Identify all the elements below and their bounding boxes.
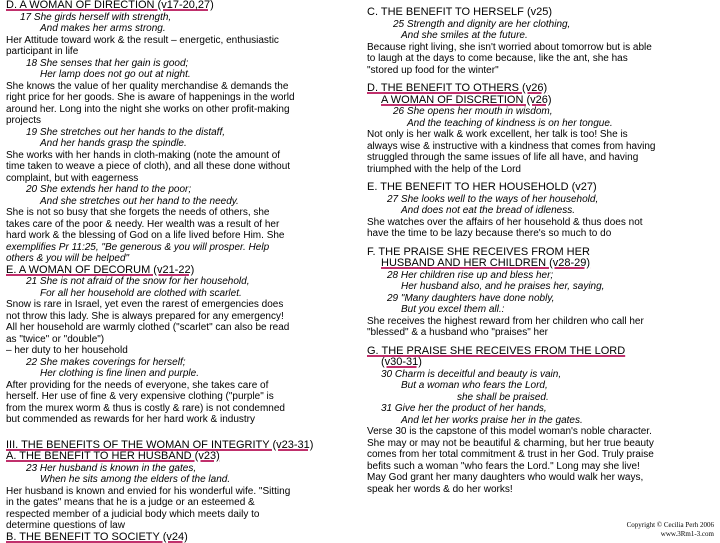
commentary-line: but commended as rewards for her hard work & industry	[6, 414, 356, 426]
verse-line: And her hands grasp the spindle.	[6, 138, 356, 150]
verse-line: And the teaching of kindness is on her tongue.	[367, 118, 717, 130]
commentary-line: as "twice" or "double")	[6, 334, 356, 346]
commentary-line: others & you will be helped"	[6, 253, 356, 265]
verse-line: And makes her arms strong.	[6, 23, 356, 35]
section-heading-herself: C. THE BENEFIT TO HERSELF (v25)	[367, 7, 717, 19]
verse-line: When he sits among the elders of the land.	[6, 474, 356, 486]
commentary-line: not throw this lady. She is always prepared for any emergency!	[6, 311, 356, 323]
commentary-line: Not only is her walk & work excellent, her talk is too! She is	[367, 129, 717, 141]
commentary-line: in the gates" means that he is a judge or an esteemed &	[6, 497, 356, 509]
commentary-line: She is not so busy that she forgets the needs of others, she	[6, 207, 356, 219]
verse-line: 28 Her children rise up and bless her;	[367, 270, 717, 282]
commentary-line: "blessed" & a husband who "praises" her	[367, 327, 717, 339]
commentary-line: She knows the value of her quality merchandise & demands the	[6, 81, 356, 93]
commentary-line: takes care of the poor & needy. Her wealth was a result of her	[6, 219, 356, 231]
section-heading-praise-lord-cont: (v30-31)	[367, 357, 717, 369]
commentary-line: hard work & the blessing of God on a life lived before Him. She	[6, 230, 356, 242]
commentary-line: right price for her goods. She is aware of happenings in the world	[6, 92, 356, 104]
verse-line: 25 Strength and dignity are her clothing,	[367, 19, 717, 31]
commentary-line: She may or may not be beautiful & charming, but her true beauty	[367, 438, 717, 450]
commentary-line: Snow is rare in Israel, yet even the rarest of emergencies does	[6, 299, 356, 311]
section-heading-husband: A. THE BENEFIT TO HER HUSBAND (v23)	[6, 451, 356, 463]
copyright-website: www.3Rm1-3.com	[627, 530, 714, 539]
verse-line: And let her works praise her in the gates.	[367, 415, 717, 427]
part-heading-benefits: III. THE BENEFITS OF THE WOMAN OF INTEGRITY (v23-31)	[6, 440, 356, 452]
commentary-line: Verse 30 is the capstone of this model woman's noble character.	[367, 426, 717, 438]
section-heading-society: B. THE BENEFIT TO SOCIETY (v24)	[6, 532, 356, 543]
commentary-line: respected member of a judicial body which meets daily to	[6, 509, 356, 521]
commentary-line: All her household are warmly clothed ("scarlet" can also be read	[6, 322, 356, 334]
verse-line: 17 She girds herself with strength,	[6, 12, 356, 24]
verse-line: 30 Charm is deceitful and beauty is vain,	[367, 369, 717, 381]
commentary-line: time taken to weave a piece of cloth), and all these done without	[6, 161, 356, 173]
commentary-line: from the murex worm & thus is costly & rare) is not condemned	[6, 403, 356, 415]
commentary-line: participant in life	[6, 46, 356, 58]
section-subheading-discretion: A WOMAN OF DISCRETION (v26)	[367, 95, 717, 107]
commentary-line: determine questions of law	[6, 520, 356, 532]
verse-line: she shall be praised.	[367, 392, 717, 404]
left-column	[6, 0, 356, 543]
verse-line: 22 She makes coverings for herself;	[6, 357, 356, 369]
section-heading-praise-family-cont: HUSBAND AND HER CHILDREN (v28-29)	[367, 258, 717, 270]
verse-line: But you excel them all.:	[367, 304, 717, 316]
commentary-line: She watches over the affairs of her household & thus does not	[367, 217, 717, 229]
commentary-line: herself. Her use of fine & very expensive clothing ("purple" is	[6, 391, 356, 403]
verse-line: 31 Give her the product of her hands,	[367, 403, 717, 415]
commentary-line: Because right living, she isn't worried about tomorrow but is able	[367, 42, 717, 54]
commentary-line: to laugh at the days to come because, like the ant, she has	[367, 53, 717, 65]
commentary-line: struggled through the same issues of life all have, and having	[367, 152, 717, 164]
verse-line: 26 She opens her mouth in wisdom,	[367, 106, 717, 118]
commentary-line: Her husband is known and envied for his wonderful wife. "Sitting	[6, 486, 356, 498]
verse-line: 20 She extends her hand to the poor;	[6, 184, 356, 196]
section-heading-praise-lord: G. THE PRAISE SHE RECEIVES FROM THE LORD	[367, 346, 717, 358]
verse-line: Her husband also, and he praises her, saying,	[367, 281, 717, 293]
commentary-line: around her. Long into the night she works on other profit-making	[6, 104, 356, 116]
commentary-line: complaint, but with eagerness	[6, 173, 356, 185]
copyright-notice	[627, 521, 714, 539]
commentary-line: She works with her hands in cloth-making (note the amount of	[6, 150, 356, 162]
section-heading-direction: D. A WOMAN OF DIRECTION (v17-20,27)	[6, 0, 356, 12]
verse-line: 21 She is not afraid of the snow for her household,	[6, 276, 356, 288]
verse-line: And she stretches out her hand to the needy.	[6, 196, 356, 208]
section-heading-others: D. THE BENEFIT TO OTHERS (v26)	[367, 83, 717, 95]
section-heading-praise-family: F. THE PRAISE SHE RECEIVES FROM HER	[367, 247, 717, 259]
commentary-line: triumphed with the help of the Lord	[367, 164, 717, 176]
commentary-line: "stored up food for the winter"	[367, 65, 717, 77]
verse-line: Her lamp does not go out at night.	[6, 69, 356, 81]
verse-line: And does not eat the bread of idleness.	[367, 205, 717, 217]
section-heading-decorum: E. A WOMAN OF DECORUM (v21-22)	[6, 265, 356, 277]
verse-line: 23 Her husband is known in the gates,	[6, 463, 356, 475]
commentary-line: comes from her total commitment & trust in her God. Truly praise	[367, 449, 717, 461]
commentary-line: After providing for the needs of everyone, she takes care of	[6, 380, 356, 392]
verse-line: 19 She stretches out her hands to the distaff,	[6, 127, 356, 139]
section-heading-household: E. THE BENEFIT TO HER HOUSEHOLD (v27)	[367, 182, 717, 194]
commentary-line: Her Attitude toward work & the result – energetic, enthusiastic	[6, 35, 356, 47]
commentary-line: projects	[6, 115, 356, 127]
verse-line: Her clothing is fine linen and purple.	[6, 368, 356, 380]
verse-line: For all her household are clothed with scarlet.	[6, 288, 356, 300]
copyright-text: Copyright © Cecilia Perh 2006	[627, 521, 714, 530]
verse-line: 18 She senses that her gain is good;	[6, 58, 356, 70]
verse-line: But a woman who fears the Lord,	[367, 380, 717, 392]
commentary-line: always wise & instructive with a kindness that comes from having	[367, 141, 717, 153]
verse-line: 29 "Many daughters have done nobly,	[367, 293, 717, 305]
commentary-line: exemplifies Pr 11:25, "Be generous & you will prosper. Help	[6, 242, 356, 254]
verse-line: 27 She looks well to the ways of her household,	[367, 194, 717, 206]
commentary-line: have the time to be lazy because there's so much to do	[367, 228, 717, 240]
commentary-line: speak her words & do her works!	[367, 484, 717, 496]
right-column	[367, 0, 717, 495]
verse-line: And she smiles at the future.	[367, 30, 717, 42]
commentary-line: – her duty to her household	[6, 345, 356, 357]
commentary-line: May God grant her many daughters who would walk her ways,	[367, 472, 717, 484]
commentary-line: befits such a woman "who fears the Lord." Long may she live!	[367, 461, 717, 473]
commentary-line: She receives the highest reward from her children who call her	[367, 316, 717, 328]
